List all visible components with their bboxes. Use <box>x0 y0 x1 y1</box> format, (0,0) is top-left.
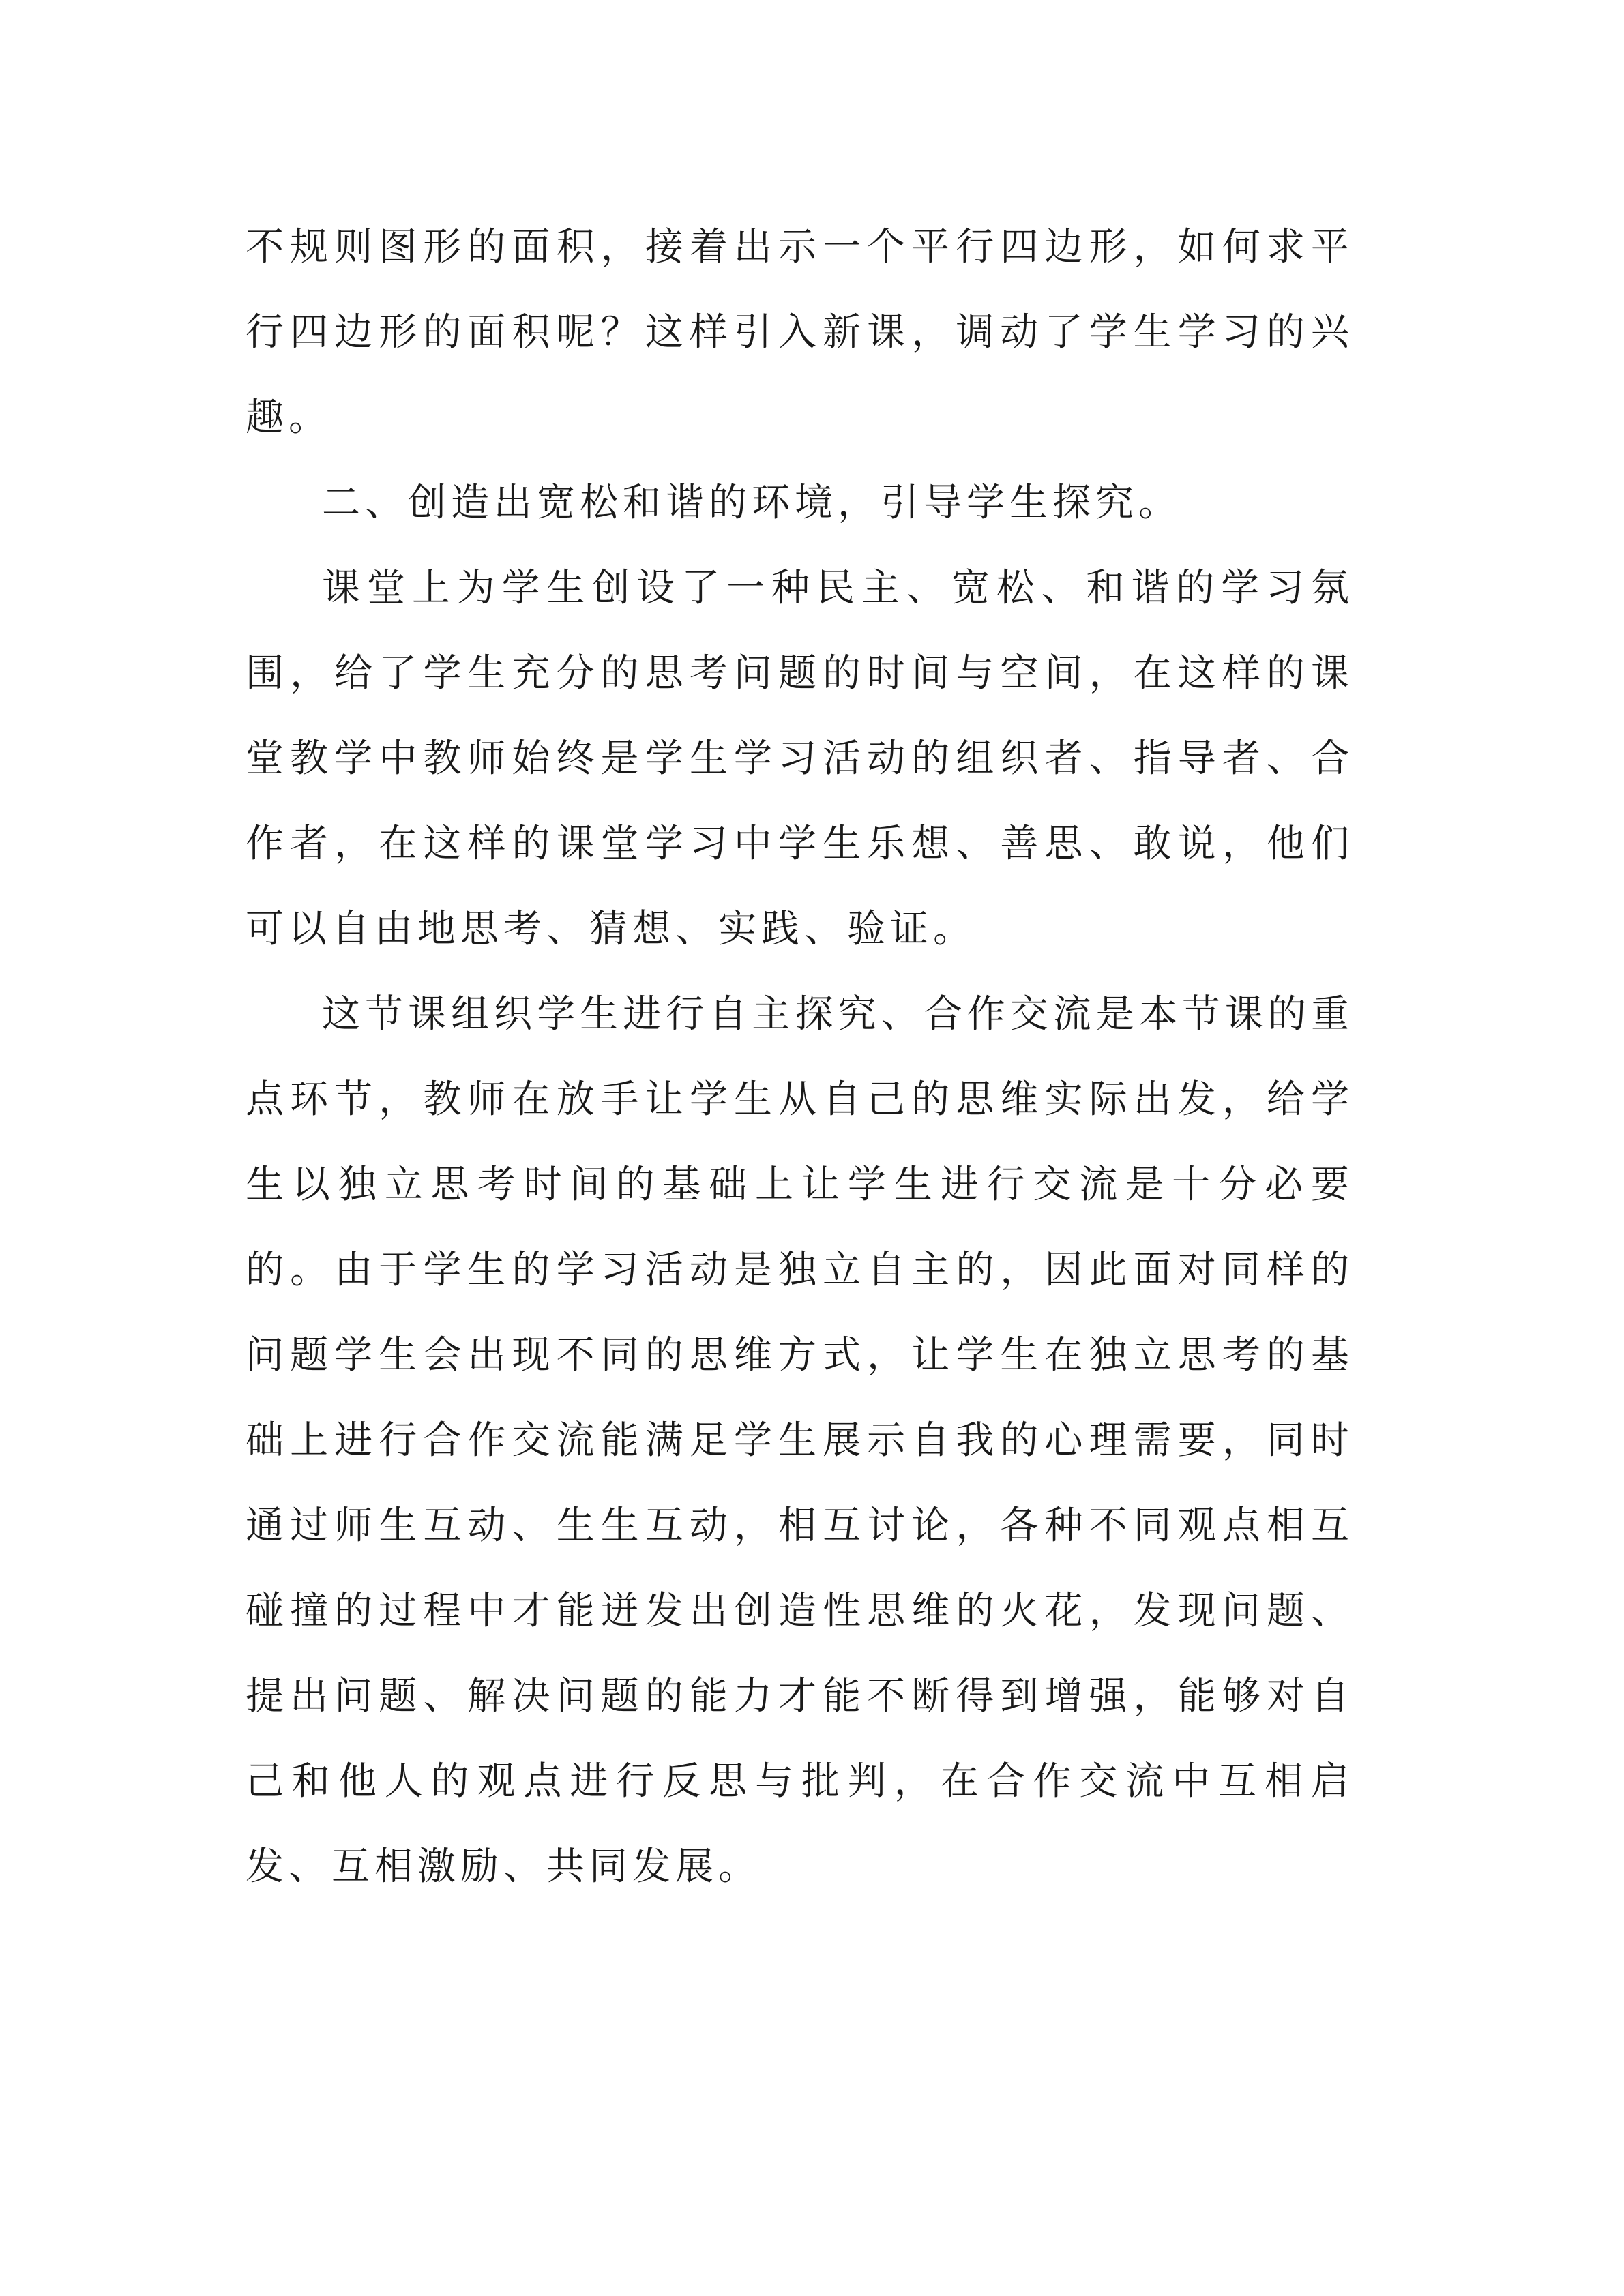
paragraph-classroom-atmosphere: 课堂上为学生创设了一种民主、宽松、和谐的学习氛围，给了学生充分的思考问题的时间与空间，在这样的课堂教学中教师始终是学生学习活动的组织者、指导者、合作者，在这样的课堂学习中学生乐想、善思、敢说，他们可以自由地思考、猜想、实践、验证。 <box>246 566 1354 951</box>
section-heading: 二、创造出宽松和谐的环境，引导学生探究。 <box>322 481 1181 525</box>
paragraph-continuation: 不规则图形的面积，接着出示一个平行四边形，如何求平行四边形的面积呢？这样引入新课，调动了学生学习的兴趣。 <box>246 225 1354 440</box>
paragraph-cooperative-learning: 这节课组织学生进行自主探究、合作交流是本节课的重点环节，教师在放手让学生从自己的思维实际出发，给学生以独立思考时间的基础上让学生进行交流是十分必要的。由于学生的学习活动是独立自主的，因此面对同样的问题学生会出现不同的思维方式，让学生在独立思考的基础上进行合作交流能满足学生展示自我的心理需要，同时通过师生互动、生生互动，相互讨论，各种不同观点相互碰撞的过程中才能迸发出创造性思维的火花，发现问题、提出问题、解决问题的能力才能不断得到增强，能够对自己和他人的观点进行反思与批判，在合作交流中互相启发、互相激励、共同发展。 <box>246 992 1354 1889</box>
document-body <box>246 205 1354 1909</box>
